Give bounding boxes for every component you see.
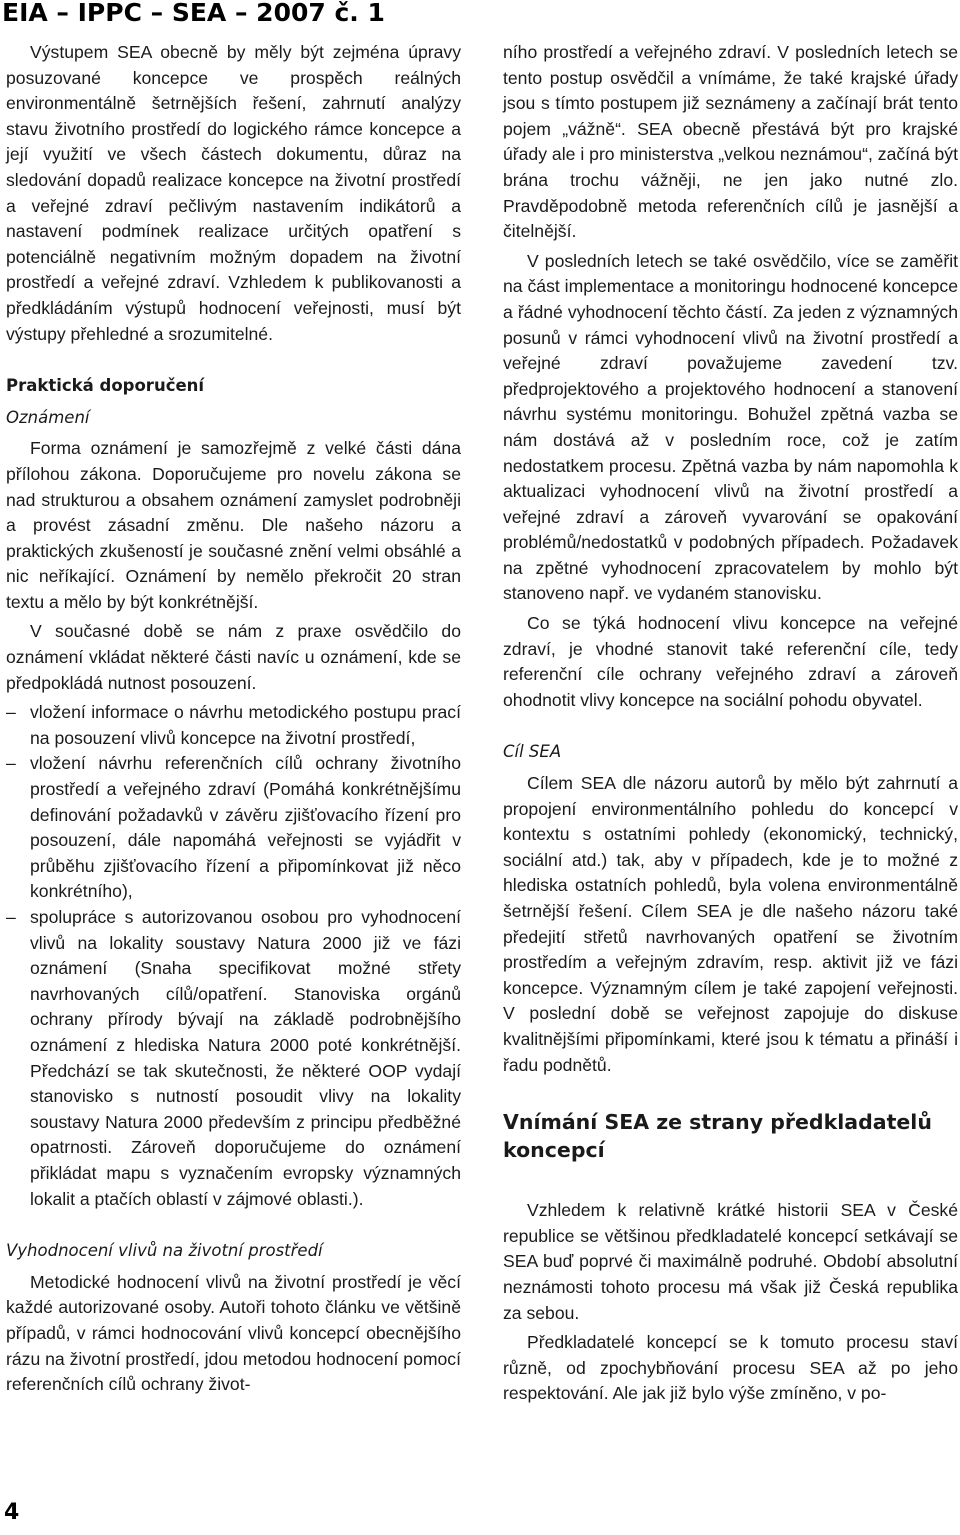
subheading-goal: Cíl SEA: [503, 742, 562, 762]
monitoring-paragraph: V posledních letech se také osvědčilo, více se zaměřit na část implementace a monitoringu hodnocené koncepce a řádné vyhodnocení těchto částí. Za jeden z významných posunů v rámci vyhodnocení vlivů na životní prostředí a veřejné zdraví považujeme zavedení tzv. předprojektového a projektového hodnocení a stanovení návrhu systému monitoringu. Bohužel zpětná vazba se nám dostává až v posledním roce, což je zatím nedostatkem procesu. Zpětná vazba by nám napomohla k aktualizaci vyhodnocení vlivů na životní prostředí a veřejné zdraví a zároveň vyvarování se opakování problémů/nedostatků v podobných případech. Požadavek na zpětné vyhodnocení zpracovatelem by mohlo být stanoveno např. ve vydaném stanovisku.: [503, 250, 958, 604]
public-health-paragraph: Co se týká hodnocení vlivu koncepce na veřejné zdraví, je vhodné stanovit také referenční cíle, tedy referenční cíle ochrany veřejného zdraví a zároveň ohodnotit vlivy koncepce na sociální pohodu obyvatel.: [503, 613, 958, 710]
list-item: – vložení informace o návrhu metodického postupu prací na posouzení vlivů koncepce na životní prostředí,: [6, 700, 461, 751]
running-header: EIA – IPPC – SEA – 2007 č. 1: [2, 0, 385, 27]
history-paragraph: Vzhledem k relativně krátké historii SEA v České republice se většinou předkladatelé koncepcí setkávají se SEA buď poprvé či maximálně podruhé. Období absolutní neznámosti tohoto procesu má však již Česká republika za sebou.: [503, 1200, 958, 1323]
section-heading-practical: Praktická doporučení: [6, 376, 205, 396]
list-item: – vložení návrhu referenčních cílů ochrany životního prostředí a veřejného zdraví (Pomáhá konkrétnějšímu definování požadavků v závěru zjišťovacího řízení pro posouzení, dále napomáhá veřejnosti se vyjádřit v průběhu zjišťovacího řízení a připomínkovat již něco konkrétního),: [6, 751, 461, 905]
continued-paragraph: ního prostředí a veřejného zdraví. V posledních letech se tento postup osvědčil a vnímáme, že také krajské úřady jsou s tímto postupem již seznámeny a začínají brát tento pojem „vážně“. SEA obecně přestává být pro krajské úřady ale i pro ministerstva „velkou neznámou“, začíná být brána trochu vážněji, ne jen jako nutné zlo. Pravděpodobně metoda referenčních cílů je jasnější a čitelnější.: [503, 42, 958, 242]
evaluation-paragraph: Metodické hodnocení vlivů na životní prostředí je věcí každé autorizované osoby. Autoři tohoto článku ve většině případů, v rámci hodnocování vlivů koncepcí obecnějšího rázu na životní prostředí, jdou metodou hodnocení pomocí referenčních cílů ochrany život-: [6, 1271, 461, 1395]
page-number: 4: [4, 1500, 20, 1525]
goal-paragraph: Cílem SEA dle názoru autorů by mělo být zahrnutí a propojení environmentálního pohledu do koncepcí v kontextu s ostatními pohledy (ekonomický, technický, sociální atd.) tak, aby v případech, kde je to možné z hlediska ostatních pohledů, byla volena environmentálně šetrnější řešení. Cílem SEA je dle našeho názoru také předejití střetů navrhovaných opatření se životním prostředím a veřejným zdravím, resp. aktivit již ve fázi koncepce. Významným cílem je také zapojení veřejnosti. V poslední době se veřejnost zapojuje do diskuse kvalitnějšími připomínkami, které jsou k tématu a přináší i řadu podnětů.: [503, 773, 958, 1075]
subheading-notification: Oznámení: [6, 407, 90, 427]
right-column: [503, 40, 958, 1411]
notification-paragraph: Forma oznámení je samozřejmě z velké části dána přílohou zákona. Doporučujeme pro novelu zákona se nad strukturou a obsahem oznámení zamyslet podrobněji a provést zásadní změnu. Dle našeho názoru a praktických zkušeností je současné znění velmi obsáhlé a nic neříkající. Oznámení by nemělo překročit 20 stran textu a mělo by být konkrétnější.: [6, 438, 461, 612]
left-column: [6, 40, 461, 1402]
subheading-evaluation: Vyhodnocení vlivů na životní prostředí: [6, 1241, 323, 1261]
recommendation-list: [6, 700, 461, 1212]
attitude-paragraph: Předkladatelé koncepcí se k tomuto procesu staví různě, od zpochybňování procesu SEA až po jeho respektování. Ale jak již bylo výše zmíněno, v po-: [503, 1332, 958, 1404]
list-item: – spolupráce s autorizovanou osobou pro vyhodnocení vlivů na lokality soustavy Natura 2000 již ve fázi oznámení (Snaha specifikovat možné střety navrhovaných cílů/opatření. Stanoviska orgánů ochrany přírody bývají na základě podrobnějšího oznámení z hlediska Natura 2000 poté konkrétnější. Předchází se tak skutečnosti, že některé OOP vydají stanovisko s nutností posoudit vlivy na lokality soustavy Natura 2000 především z principu předběžné opatrnosti. Zároveň doporučujeme do oznámení přikládat mapu s vyznačením evropsky významných lokalit a ptačích oblastí v zájmové oblasti.).: [6, 905, 461, 1212]
practice-paragraph: V současné době se nám z praxe osvědčilo do oznámení vkládat některé části navíc u oznámení, kde se předpokládá nutnost posouzení.: [6, 621, 461, 693]
section-heading-perception: Vnímání SEA ze strany předkladatelů koncepcí: [503, 1110, 932, 1163]
intro-paragraph: Výstupem SEA obecně by měly být zejména úpravy posuzované koncepce ve prospěch reálných environmentálně šetrnějších řešení, zahrnutí analýzy stavu životního prostředí do logického rámce koncepce a její využití ve všech částech dokumentu, důraz na sledování dopadů realizace koncepce na životní prostředí a veřejné zdraví pečlivým nastavením indikátorů a nastavení podmínek realizace určitých opatření s potenciálně negativním možným dopadem na životní prostředí a veřejné zdraví. Vzhledem k publikovanosti a předkládáním výstupů hodnocení veřejnosti, musí být výstupy přehledné a srozumitelné.: [6, 42, 461, 344]
